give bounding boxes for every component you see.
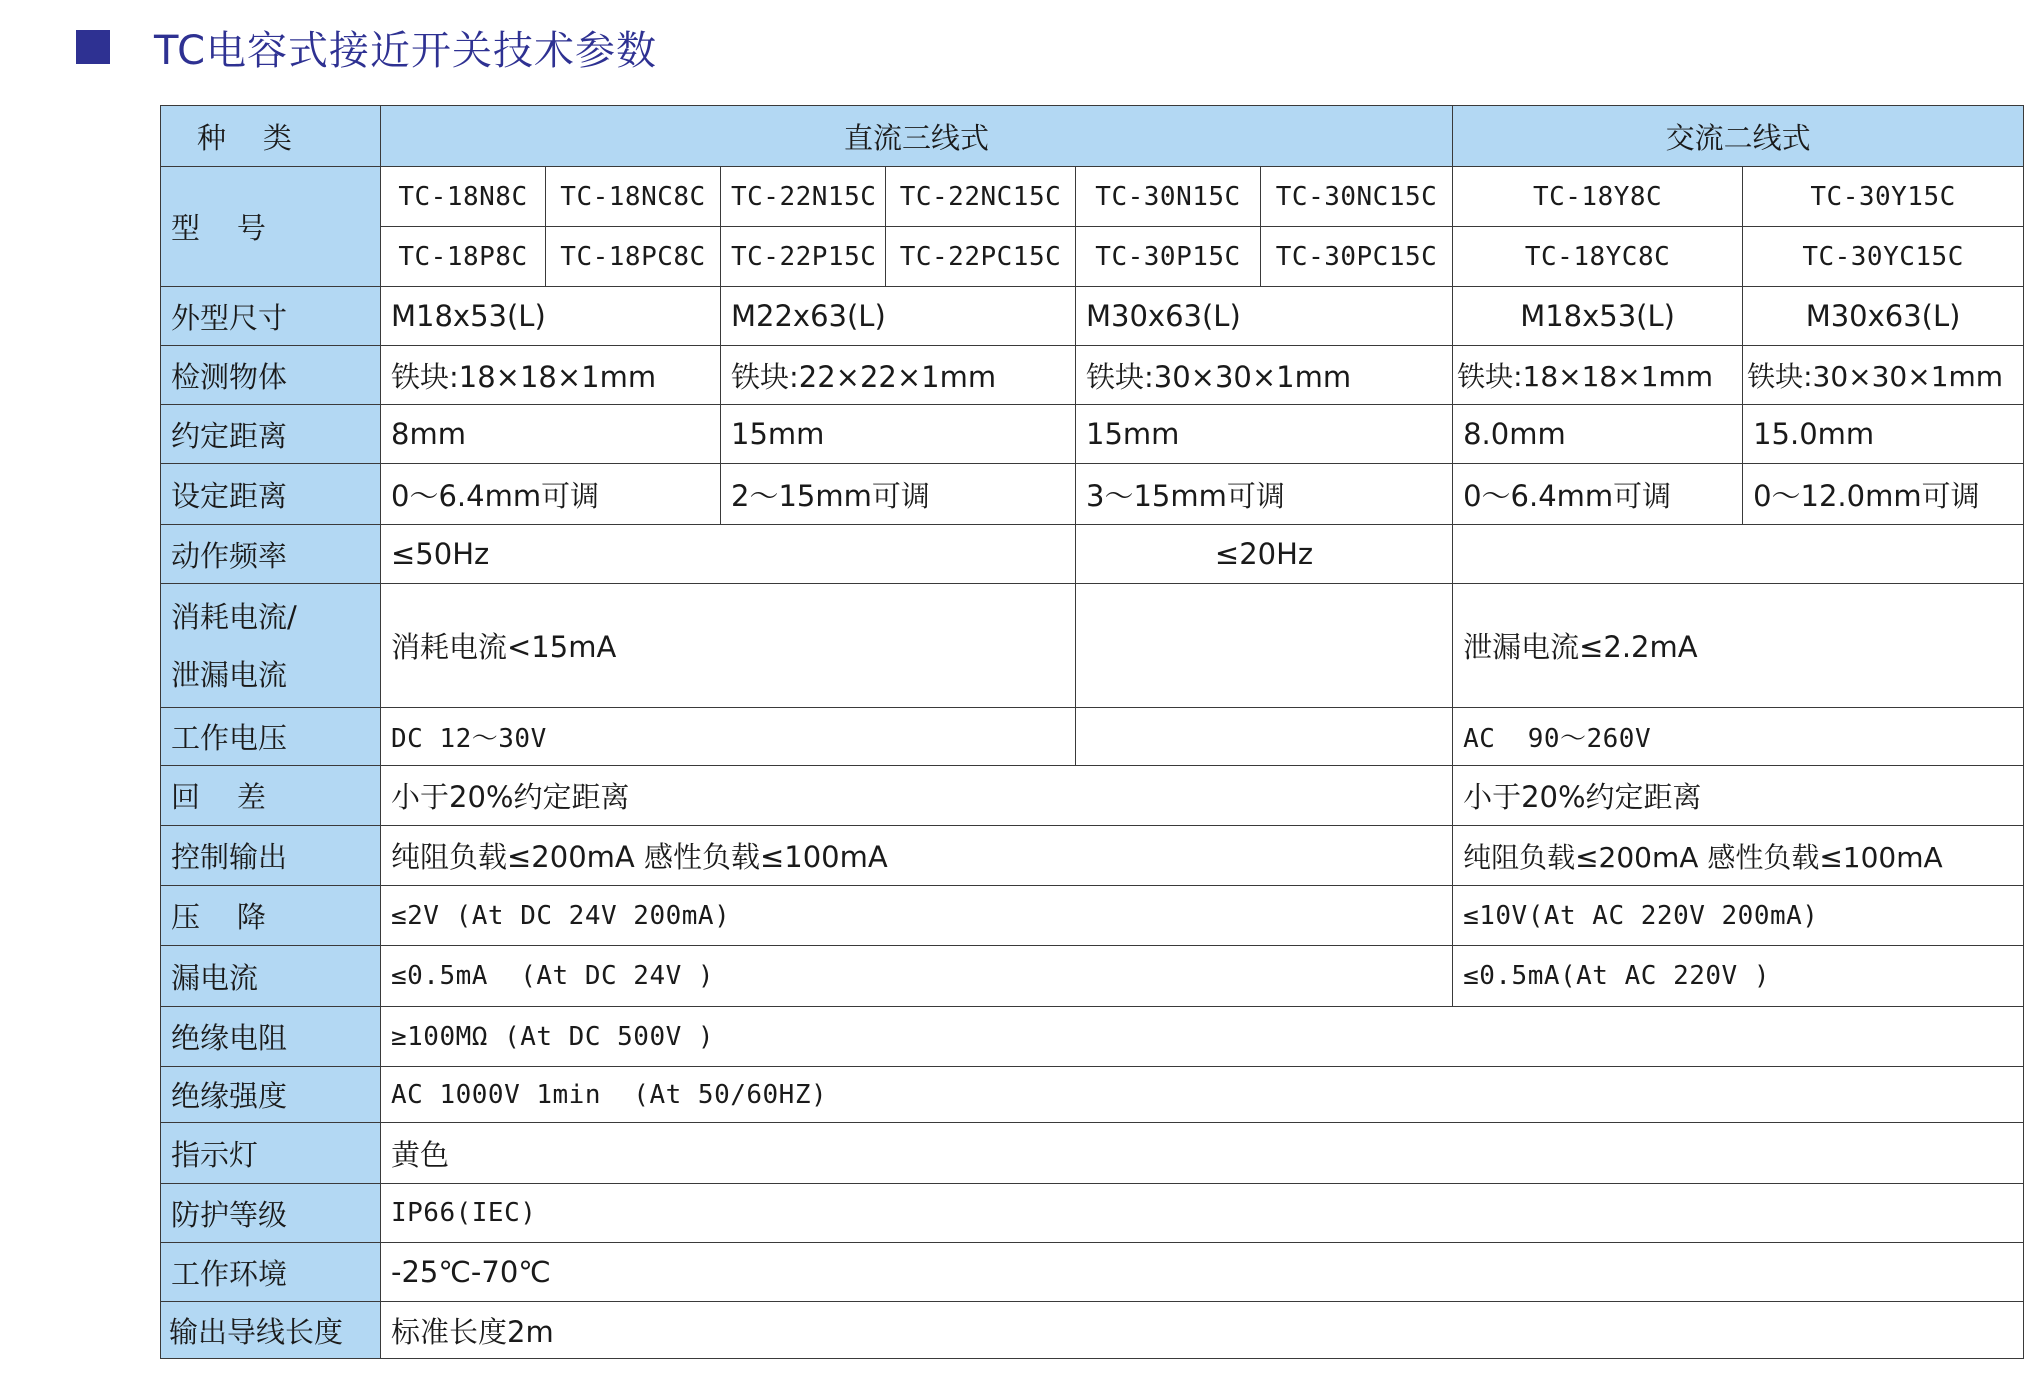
table-row [161, 886, 2024, 946]
table-row [161, 1123, 2024, 1184]
rated-distance-cell: 15mm [1076, 405, 1453, 464]
page-title: TC电容式接近开关技术参数 [154, 27, 658, 74]
voltage-drop-label: 压 降 [161, 886, 381, 946]
rated-distance-cell: 15mm [721, 405, 1076, 464]
model-cell: TC-30N15C [1076, 167, 1261, 227]
current-label-line1: 消耗电流/ [171, 599, 297, 634]
target-label: 检测物体 [161, 346, 381, 405]
leakage-label: 漏电流 [161, 946, 381, 1007]
table-row [161, 227, 2024, 287]
model-cell: TC-18YC8C [1453, 227, 1743, 287]
output-label: 控制输出 [161, 826, 381, 886]
rated-distance-cell: 8.0mm [1453, 405, 1743, 464]
hysteresis-dc-cell: 小于20%约定距离 [381, 766, 1453, 826]
model-cell: TC-18N8C [381, 167, 546, 227]
target-cell: 铁块:30×30×1mm [1076, 346, 1453, 405]
protection-cell: IP66(IEC) [381, 1184, 2024, 1243]
leakage-dc-cell: ≤0.5mA (At DC 24V ) [381, 946, 1453, 1007]
frequency-dc30-cell: ≤20Hz [1076, 525, 1453, 584]
model-cell: TC-30Y15C [1743, 167, 2024, 227]
insulation-label: 绝缘电阻 [161, 1007, 381, 1067]
table-row [161, 584, 2024, 708]
rated-distance-label: 约定距离 [161, 405, 381, 464]
strength-cell: AC 1000V 1min (At 50/60HZ) [381, 1067, 2024, 1123]
size-label: 外型尺寸 [161, 287, 381, 346]
cable-label: 输出导线长度 [161, 1302, 381, 1359]
voltage-label: 工作电压 [161, 708, 381, 766]
rated-distance-cell: 15.0mm [1743, 405, 2024, 464]
table-row [161, 1067, 2024, 1123]
table-row [161, 106, 2024, 167]
model-cell: TC-22PC15C [886, 227, 1076, 287]
cable-cell: 标准长度2m [381, 1302, 2024, 1359]
environment-cell: -25℃-70℃ [381, 1243, 2024, 1302]
indicator-cell: 黄色 [381, 1123, 2024, 1184]
current-ac-cell: 泄漏电流≤2.2mA [1453, 584, 2024, 708]
current-label-line2: 泄漏电流 [171, 657, 288, 692]
frequency-label: 动作频率 [161, 525, 381, 584]
category-header: 种 类 [161, 106, 381, 167]
model-cell: TC-18P8C [381, 227, 546, 287]
table-row [161, 1184, 2024, 1243]
voltage-drop-ac-cell: ≤10V(At AC 220V 200mA) [1453, 886, 2024, 946]
set-distance-cell: 0～6.4mm可调 [381, 464, 721, 525]
size-cell: M22x63(L) [721, 287, 1076, 346]
output-ac-cell: 纯阻负载≤200mA 感性负载≤100mA [1453, 826, 2024, 886]
model-cell: TC-18Y8C [1453, 167, 1743, 227]
spec-table [160, 105, 2024, 1359]
current-label [161, 584, 381, 708]
table-row [161, 1302, 2024, 1359]
dc-group-header: 直流三线式 [381, 106, 1453, 167]
table-row [161, 167, 2024, 227]
model-cell: TC-22NC15C [886, 167, 1076, 227]
set-distance-label: 设定距离 [161, 464, 381, 525]
voltage-dc30-cell [1076, 708, 1453, 766]
insulation-cell: ≥100MΩ (At DC 500V ) [381, 1007, 2024, 1067]
model-cell: TC-30PC15C [1261, 227, 1453, 287]
model-cell: TC-30P15C [1076, 227, 1261, 287]
table-row [161, 826, 2024, 886]
frequency-ac-cell [1453, 525, 2024, 584]
target-cell: 铁块:22×22×1mm [721, 346, 1076, 405]
voltage-dc-cell: DC 12～30V [381, 708, 1076, 766]
model-cell: TC-22P15C [721, 227, 886, 287]
set-distance-cell: 0～12.0mm可调 [1743, 464, 2024, 525]
set-distance-cell: 3～15mm可调 [1076, 464, 1453, 525]
model-cell: TC-22N15C [721, 167, 886, 227]
frequency-dc-cell: ≤50Hz [381, 525, 1076, 584]
model-cell: TC-18PC8C [546, 227, 721, 287]
size-cell: M30x63(L) [1743, 287, 2024, 346]
environment-label: 工作环境 [161, 1243, 381, 1302]
table-row [161, 346, 2024, 405]
voltage-ac-cell: AC 90～260V [1453, 708, 2024, 766]
hysteresis-ac-cell: 小于20%约定距离 [1453, 766, 2024, 826]
size-cell: M30x63(L) [1076, 287, 1453, 346]
table-row [161, 464, 2024, 525]
leakage-ac-cell: ≤0.5mA(At AC 220V ) [1453, 946, 2024, 1007]
strength-label: 绝缘强度 [161, 1067, 381, 1123]
table-row [161, 525, 2024, 584]
target-cell: 铁块:18×18×1mm [381, 346, 721, 405]
table-row [161, 766, 2024, 826]
table-row [161, 1007, 2024, 1067]
indicator-label: 指示灯 [161, 1123, 381, 1184]
table-row [161, 287, 2024, 346]
current-dc30-cell [1076, 584, 1453, 708]
hysteresis-label: 回 差 [161, 766, 381, 826]
table-row [161, 946, 2024, 1007]
target-cell: 铁块:18×18×1mm [1453, 346, 1743, 405]
set-distance-cell: 0～6.4mm可调 [1453, 464, 1743, 525]
voltage-drop-dc-cell: ≤2V (At DC 24V 200mA) [381, 886, 1453, 946]
model-cell: TC-30NC15C [1261, 167, 1453, 227]
table-row [161, 405, 2024, 464]
current-dc-cell: 消耗电流<15mA [381, 584, 1076, 708]
ac-group-header: 交流二线式 [1453, 106, 2024, 167]
model-cell: TC-30YC15C [1743, 227, 2024, 287]
table-row [161, 1243, 2024, 1302]
set-distance-cell: 2～15mm可调 [721, 464, 1076, 525]
page-header [76, 22, 657, 72]
target-cell: 铁块:30×30×1mm [1743, 346, 2024, 405]
size-cell: M18x53(L) [381, 287, 721, 346]
protection-label: 防护等级 [161, 1184, 381, 1243]
table-row [161, 708, 2024, 766]
output-dc-cell: 纯阻负载≤200mA 感性负载≤100mA [381, 826, 1453, 886]
title-square-icon [76, 30, 110, 64]
size-cell: M18x53(L) [1453, 287, 1743, 346]
rated-distance-cell: 8mm [381, 405, 721, 464]
model-label: 型 号 [161, 167, 381, 287]
model-cell: TC-18NC8C [546, 167, 721, 227]
